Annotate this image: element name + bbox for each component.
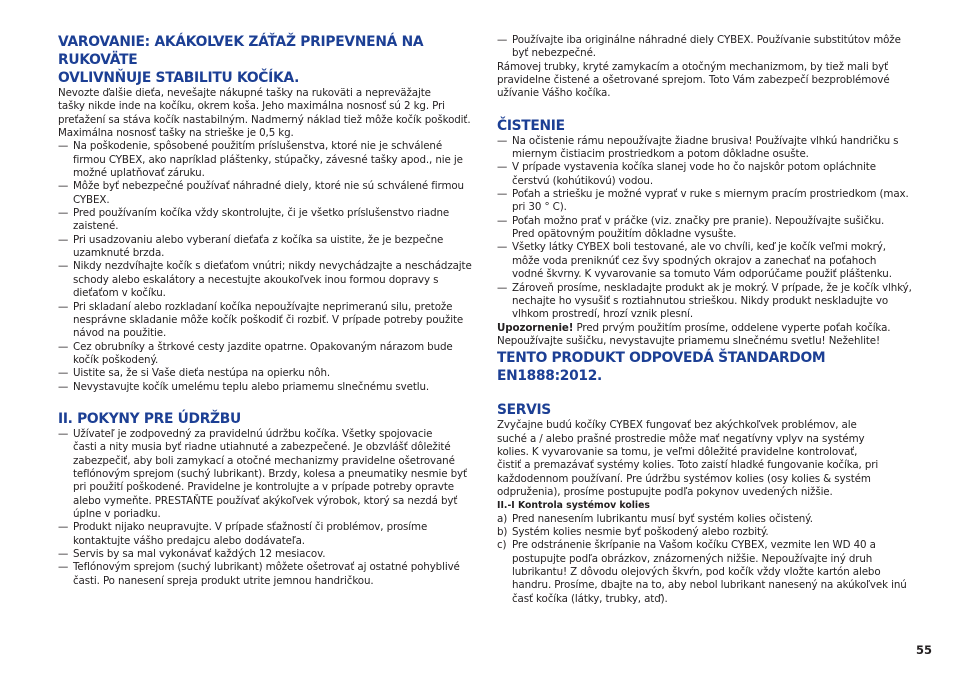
warning-list — [58, 140, 480, 394]
list-marker: — — [58, 427, 69, 440]
list-marker: c) — [497, 539, 507, 552]
list-marker: — — [58, 260, 69, 273]
list-item-line: Systém kolies nesmie byť poškodený alebo rozbitý. — [512, 525, 769, 538]
list-item-line: dieťaťom v kočíku. — [73, 287, 166, 300]
list-item-line: časti. Po nanesení spreja produkt utrite jemnou handričkou. — [73, 574, 374, 587]
cleaning-list — [497, 135, 919, 322]
wheel-list — [497, 513, 919, 606]
list-item — [497, 526, 919, 539]
standard-title: TENTO PRODUKT ODPOVEDÁ ŠTANDARDOM EN1888:2012. — [497, 350, 826, 385]
list-item — [497, 539, 919, 606]
list-item-line: kočík poškodený. — [73, 353, 159, 366]
list-item — [58, 234, 480, 261]
list-item-line: schody alebo eskalátory a necestujte akoukoľvek inou formou dopravy s — [73, 273, 439, 286]
list-item — [497, 215, 919, 242]
caution-note — [497, 322, 919, 349]
list-item-line: kontaktujte vášho predajcu alebo dodávateľa. — [73, 534, 305, 547]
list-marker: — — [58, 140, 69, 153]
list-item-line: Nevystavujte kočík umelému teplu alebo priamemu slnečnému svetlu. — [73, 380, 430, 393]
list-item — [58, 301, 480, 341]
list-marker: — — [58, 340, 69, 353]
list-marker: — — [58, 233, 69, 246]
caution-label: Upozornenie! — [497, 321, 574, 334]
list-item — [497, 34, 919, 61]
list-item — [58, 561, 480, 588]
list-item — [58, 207, 480, 234]
list-item-line: úplne v poriadku. — [73, 507, 161, 520]
list-item-line: Všetky látky CYBEX boli testované, ale vo chvíli, keď je kočík veľmi mokrý, — [512, 241, 886, 254]
list-item-line: Pri usadzovaniu alebo vyberaní dieťaťa z kočíka sa uistite, že je bezpečne — [73, 233, 444, 246]
left-column — [58, 33, 480, 588]
list-item — [497, 282, 919, 322]
page-number: 55 — [915, 643, 932, 657]
list-item-line: V prípade vystavenia kočíka slanej vode ho čo najskôr potom opláchnite — [512, 161, 876, 174]
list-marker: b) — [497, 525, 508, 538]
list-marker: — — [58, 180, 69, 193]
list-marker: — — [58, 300, 69, 313]
list-item-line: postupujte podľa obrázkov, znázornených nižšie. Nepoužívajte iný druh — [512, 552, 873, 565]
spare-parts-list — [497, 34, 919, 61]
list-item-line: Na poškodenie, spôsobené použitím príslušenstva, ktoré nie je schválené — [73, 140, 443, 153]
list-marker: — — [497, 134, 508, 147]
list-item-line: zaistené. — [73, 220, 119, 233]
list-item-line: nesprávne skladanie môže kočík poškodiť či rozbiť. V prípade potreby použite — [73, 313, 464, 326]
list-marker: — — [58, 367, 69, 380]
list-item — [58, 341, 480, 368]
list-item-line: zabezpečiť, aby boli zamykací a otočné mechanizmy pravidelne ošetrované — [73, 454, 455, 467]
list-item-line: firmou CYBEX, ako napríklad pláštenky, stúpačky, závesné tašky apod., nie je — [73, 153, 463, 166]
list-item — [497, 241, 919, 281]
list-item-line: Užívateľ je zodpovedný za pravidelnú údržbu kočíka. Všetky spojovacie — [73, 427, 433, 440]
list-item-line: Nikdy nezdvíhajte kočík s dieťaťom vnútri; nikdy nevychádzajte a neschádzajte — [73, 260, 472, 273]
list-item — [58, 428, 480, 521]
list-item-line: návod na použitie. — [73, 327, 167, 340]
list-marker: — — [497, 188, 508, 201]
list-item-line: Poťah možno prať v práčke (viz. značky pre pranie). Nepoužívajte sušičku. — [512, 214, 885, 227]
list-item — [497, 161, 919, 188]
list-item-line: Môže byť nebezpečné používať náhradné diely, ktoré nie sú schválené firmou — [73, 180, 464, 193]
list-item — [497, 135, 919, 162]
list-item — [58, 140, 480, 180]
list-item-line: časti a nity musia byť riadne utiahnuté a zabezpečené. Je obzvlášť dôležité — [73, 441, 451, 454]
list-item-line: Teflónovým sprejom (suchý lubrikant) môžete ošetrovať aj ostatné pohyblivé — [73, 561, 460, 574]
list-item-line: vodné škvrny. K vyvarovanie sa tomuto Vám odporúčame použiť pláštenku. — [512, 268, 892, 281]
list-item-line: možné uplatňovať záruku. — [73, 167, 205, 180]
list-item-line: handru. Prosíme, dbajte na to, aby nebol lubrikant nanesený na akúkoľvek inú — [512, 579, 907, 592]
list-marker: — — [497, 34, 508, 46]
list-item-line: Uistite sa, že si Vaše dieťa nestúpa na opierku nôh. — [73, 367, 331, 380]
list-item-line: Pre odstránenie škrípanie na Vašom kočíku CYBEX, vezmite len WD 40 a — [512, 539, 876, 552]
list-item — [58, 521, 480, 548]
list-item-line: pri 30 ° C). — [512, 201, 567, 214]
list-item-line: čerstvú (kohútikovú) vodou. — [512, 174, 653, 187]
list-item-line: nechajte ho vysušiť s roztiahnutou strieškou. Nikdy produkt neskladujte vo — [512, 294, 889, 307]
right-column — [497, 34, 919, 606]
list-marker: — — [58, 380, 69, 393]
list-item-line: byť nebezpečné. — [512, 47, 596, 60]
warning-title: VAROVANIE: AKÁKOĽVEK ZÁŤAŽ PRIPEVNENÁ NA RUKOVÄTE OVLIVNŇUJE STABILITU KOČÍKA. — [58, 34, 424, 86]
list-marker: — — [58, 207, 69, 220]
list-item-line: Produkt nijako neupravujte. V prípade sťažností či problémov, prosíme — [73, 521, 428, 534]
list-item — [58, 367, 480, 380]
list-item-line: Pred nanesením lubrikantu musí byť systém kolies očistený. — [512, 512, 813, 525]
list-item-line: miernym čistiacim prostriedkom a potom dôkladne osušte. — [512, 148, 809, 161]
list-marker: — — [497, 241, 508, 254]
service-title: SERVIS — [497, 402, 551, 419]
list-item-line: Pri skladaní alebo rozkladaní kočíka nepoužívajte neprimeranú silu, pretože — [73, 300, 453, 313]
list-item-line: Používajte iba originálne náhradné diely CYBEX. Používanie substitútov môže — [512, 34, 901, 46]
list-item-line: Pred opätovným použitím dôkladne vysušte. — [512, 228, 737, 241]
caution-text-2: Nepoužívajte sušičku, nevystavujte priamemu slnečnému svetlu! Nežehlite! — [497, 334, 881, 347]
list-item-line: Na očistenie rámu nepoužívajte žiadne brusiva! Používajte vlhkú handričku s — [512, 134, 899, 147]
list-item — [497, 513, 919, 526]
list-marker: — — [497, 214, 508, 227]
list-item-line: teflónovým sprejom (suchý lubrikant). Brzdy, kolesa a pneumatiky nesmie byť — [73, 467, 467, 480]
cleaning-title: ČISTENIE — [497, 117, 565, 134]
list-item-line: lubrikantu! Z dôvodu olejových škvŕn, pod kočík vždy vložte kartón alebo — [512, 566, 881, 578]
caution-text: Pred prvým použitím prosíme, oddelene vyperte poťah kočíka. — [573, 321, 891, 334]
list-marker: — — [497, 161, 508, 174]
list-marker: — — [58, 548, 69, 560]
list-item — [497, 188, 919, 215]
list-item — [58, 260, 480, 300]
list-item-line: alebo vymeňte. PRESTAŇTE používať akýkoľvek výrobok, ktorý sa nezdá byť — [73, 494, 458, 507]
list-item-line: pri použití poškodené. Pravidelne je kontrolujte a v prípade potreby opravte — [73, 481, 455, 494]
frame-text: Rámovej trubky, kryté zamykacím a otočným mechanizmom, by tiež mali byť pravidelne čistené a ošetrované sprejom. Toto Vám zabezpečí bezproblémové užívanie Vášho kočíka. — [497, 60, 890, 100]
list-item — [58, 381, 480, 394]
list-marker: — — [58, 561, 69, 574]
list-item-line: Pred používaním kočíka vždy skontrolujte, či je všetko príslušenstvo riadne — [73, 207, 450, 220]
list-item — [58, 180, 480, 207]
list-item-line: uzamknuté brzda. — [73, 247, 165, 260]
list-marker: a) — [497, 512, 508, 525]
maintenance-title: II. POKYNY PRE ÚDRŽBU — [58, 410, 241, 427]
list-marker: — — [58, 521, 69, 534]
wheel-subtitle: II.-I Kontrola systémov kolies — [497, 500, 650, 512]
list-item-line: Zároveň prosíme, neskladajte produkt ak je mokrý. V prípade, že je kočík vlhký, — [512, 281, 912, 294]
list-item-line: časť kočíka (látky, trubky, atď). — [512, 592, 668, 605]
list-item-line: Cez obrubníky a štrkové cesty jazdite opatrne. Opakovaným nárazom bude — [73, 340, 453, 353]
list-item-line: Servis by sa mal vykonávať každých 12 mesiacov. — [73, 548, 326, 560]
maintenance-list — [58, 428, 480, 588]
service-text: Zvyčajne budú kočíky CYBEX fungovať bez akýchkoľvek problémov, ale suché a / alebo prašné prostredie môže mať negatívny vplyv na systémy kolies. K vyvarovanie sa tomu, je veľmi dôležité pravidelne kontrolovať, čistiť a premazávať systémy kolies. Toto zaistí hladké fungovanie kočíka, pri každodennom používaní. Pre údržbu systémov kolies (osy kolies & systém odpruženia), prosíme postupujte podľa pokynov uvedených nižšie. — [497, 419, 879, 498]
list-item-line: Poťah a striešku je možné vyprať v ruke s miernym pracím prostriedkom (max. — [512, 188, 909, 201]
list-marker: — — [497, 281, 508, 294]
list-item-line: môže voda preniknúť cez švy spodných okrajov a zanechať na poťahoch — [512, 254, 877, 267]
list-item — [58, 548, 480, 561]
list-item-line: CYBEX. — [73, 193, 110, 206]
list-item-line: vlhkom prostredí, hrozí vznik plesní. — [512, 308, 694, 321]
warning-intro: Nevozte ďalšie dieťa, nevešajte nákupné tašky na rukoväti a nepreväžajte tašky nikde inde na kočíku, okrem koša. Jeho maximálna nosnosť sú 2 kg. Pri preťažení sa stáva kočík nastabilným. Nadmerný náklad tiež môže kočík poškodiť. Maximálna nosnosť tašky na strieške je 0,5 kg. — [58, 87, 471, 140]
